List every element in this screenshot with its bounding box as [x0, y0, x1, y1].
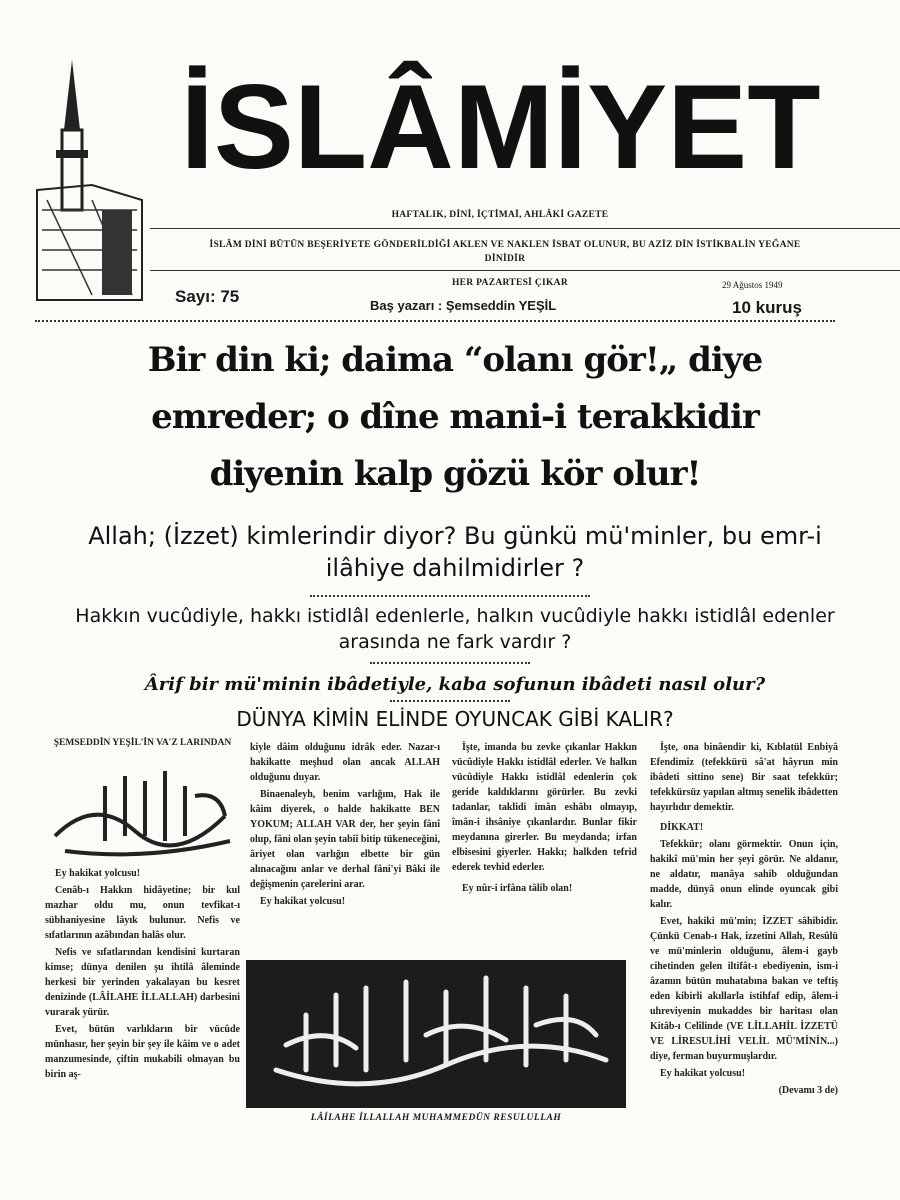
paragraph: Ey hakikat yolcusu! — [55, 868, 141, 879]
basmala-calligraphy — [45, 756, 240, 861]
column-1 — [45, 737, 240, 1082]
image-caption: LÂİLAHE İLLALLAH MUHAMMEDÜN RESULULLAH — [310, 1113, 562, 1123]
issue-date: 29 Ağustos 1949 — [722, 280, 783, 290]
editor: Baş yazarı : Şemseddin YEŞİL — [370, 298, 557, 313]
headline-line-2: emreder; o dîne mani-i terakkidir — [151, 397, 759, 437]
subhead-arif: Ârif bir mü'minin ibâdetiyle, kaba sofunun ibâdeti nasıl olur? — [144, 674, 766, 695]
paragraph: Evet, bütün varlıkların bir vücûde münhasır, her şeyin bir şey ile kâim ve o adet manzumesinde, çiftin mukabili olmayan bu birin aş- — [45, 1024, 240, 1080]
frequency: HER PAZARTESİ ÇIKAR — [451, 278, 569, 288]
paragraph: Ey nûr-i irfâna tâlib olan! — [462, 883, 573, 894]
mosque-minaret-illustration — [32, 60, 152, 310]
paragraph: Ey hakikat yolcusu! — [260, 896, 346, 907]
paragraph: Ey hakikat yolcusu! — [660, 1068, 746, 1079]
paragraph: Evet, hakiki mü'min; İZZET sâhibidir. Çünkü Cenab-ı Hak, izzetini Allah, Resûlü ve mü'minlerin olduğunu, âlem-i gayb cihetinden gelen iltifât-ı ebediyenin, ism-i âzamın bütün muhatabına bakan ve teftiş eden kibirli akıllarla istihfaf edip, âlem-i uhreviyenin mukaddes bir haritası olan Kitâb-ı Celîlinde (VE LİLLAHİL İZZETÜ VE LİRESULİHİ VELİL MÜ'MİNİN...) diye, ferman buyurmuşlardır. — [650, 916, 838, 1062]
masthead-title: İSLÂMİYET — [180, 60, 821, 194]
column-4 — [650, 740, 838, 1098]
column-heading: ŞEMSEDDİN YEŞİL'İN VA'Z LARINDAN — [53, 738, 232, 748]
subhead-dunya: DÜNYA KİMİN ELİNDE OYUNCAK GİBİ KALIR? — [236, 707, 674, 731]
paragraph: kiyle dâim olduğunu idrâk eder. Nazar-ı hakikatte meşhud olan ancak ALLAH olduğunu duyar. — [250, 742, 440, 783]
column-2 — [250, 740, 440, 909]
paragraph: Nefis ve sıfatlarından kendisini kurtaran kimse; dünya denilen şu ihtilâ âleminde herkesi bir yerinden yakalayan bu kesret denizinde (LÂİLAHE İLLALLAH) darbesini vurarak yürür. — [45, 947, 240, 1018]
masthead-subtitle: HAFTALIK, DİNİ, İÇTİMAİ, AHLÂKİ GAZETE — [391, 210, 609, 220]
paragraph: İşte, ona binâendir ki, Kıblatül Enbiyâ Efendimiz (tefekkürü sâ'at hâyrun min ibâdeti sittino sene) Bir saat tefekkür; tefekkürsüz yapılan altmış senelik ibâdetten hayırlıdır demektir. — [650, 742, 838, 813]
kalima-calligraphy-image — [246, 960, 626, 1108]
issue-number: Sayı: 75 — [175, 287, 240, 306]
price: 10 kuruş — [732, 298, 802, 317]
paragraph: Tefekkür; olanı görmektir. Onun için, hakikî mü'min her şeyi görür. Ne aldanır, ne aldatır, manâya sahib olduğundan madde, dünyâ onun elinde oyuncak gibi kalır. — [650, 839, 838, 910]
column-3 — [452, 740, 637, 896]
paragraph: İşte, imanda bu zevke çıkanlar Hakkın vücûdiyle Hakkı istidlâl ederler. Ve halkın vücûdiyle Hakkı istidlâl edenlerin çok geride kaldıklarını görürler. Bu zevki tadanlar, taklidi imân eshâbı olmayıp, îmân-i ihsâniye çıkanlardır. Bunlar fikir meydanına girerler. Bu meydanda; irfan elbisesini giyerler. Hakkı; halkden tefrid ederek tevhid ederler. — [452, 742, 637, 873]
subhead-izzet: Allah; (İzzet) kimlerindir diyor? Bu günkü mü'minler, bu emr-i ilâhiye dahilmidirler ? — [88, 522, 822, 582]
headline-line-1: Bir din ki; daima “olanı gör!„ diye — [147, 340, 763, 380]
continued-note: (Devamı 3 de) — [778, 1085, 838, 1096]
headline-line-3: diyenin kalp gözü kör olur! — [209, 454, 701, 494]
paragraph: Cenâb-ı Hakkın hidâyetine; bir kul mazhar oldu mu, onun tevfikat-ı sübhaniyesine lâyık bulunur. Nefis ve sıfatlarının azâbından halâs olur. — [45, 885, 240, 941]
subhead-istidlal: Hakkın vucûdiyle, hakkı istidlâl edenlerle, halkın vucûdiyle hakkı istidlâl edenler arasında ne fark vardır ? — [75, 605, 835, 653]
masthead-motto: İSLÂM DİNİ BÜTÜN BEŞERİYETE GÖNDERİLDİĞİ AKLEN VE NAKLEN İSBAT OLUNUR, BU AZİZ DİN İSTİKBALİN YEĞANE DİNİDİR — [209, 240, 801, 264]
paragraph: Binaenaleyh, benim varlığım, Hak ile kâim diyerek, o halde hakikatte BEN YOKUM; ALLAH VAR der, her şeyin fânî olup, fâni olan şeyin tabiî bitip tükeneceğini, âriyet olan varlığın elbette bir gün alınacağını anlar ve derhal fâni'yi Bâki ile değişmenin çarelerini arar. — [250, 789, 440, 890]
paragraph: DİKKAT! — [660, 822, 704, 833]
